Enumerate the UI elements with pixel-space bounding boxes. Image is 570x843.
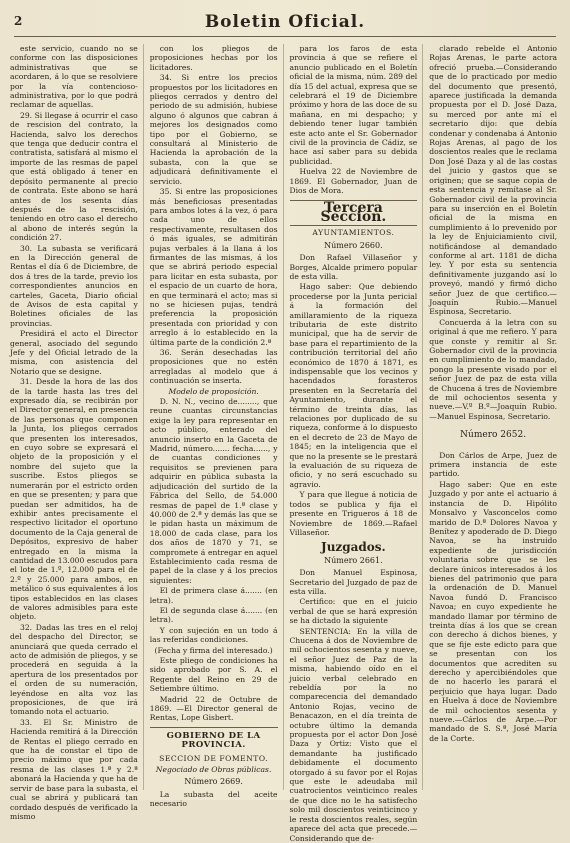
page-header: [14, 8, 556, 37]
paragraph: este servicio, cuando no se conforme con las disposiciones administrativas que se acordaren, á lo que se resolviere por la vía contencioso-administrativa, por lo que podrá reclamar de aquellas.: [10, 44, 138, 110]
paragraph: Presidirá el acto el Director general, asociado del segundo Jefe y del Oficial letrado de la misma, con asistencia del Notario que se designe.: [10, 329, 138, 376]
section-heading: GOBIERNO DE LA PROVINCIA.: [166, 730, 261, 751]
section-heading: Juzgados.: [321, 540, 386, 555]
page-number: 2: [14, 14, 23, 28]
paragraph: Hago saber: Que en este Juzgado y por ante el actuario á instancia de D. Hipólito Monsalvo y Vasconcelos como marido de D.ª Dolores Navoa y Benítez y apoderado de D. Diego Navoa, se ha instruido expediente de jurisdicción voluntaria sobre que se les declare únicos interesados á los bienes del patrimonio que para la ordenación de D. Manuel Navoa fundó D. Francisco Navoa; en cuyo expediente he mandado llamar por término de treinta días á los que se crean con derecho á dichos bienes, y que se fije este edicto para que se presentan con los documentos que acrediten su derecho y apercibiéndoles que de no hacerlo les parará el perjuicio que haya lugar. Dado en Huelva á doce de Noviembre de mil ochocientos sesenta y nueve.—Cárlos de Arpe.—Por mandado de S. S.ª, José María de la Corte.: [429, 479, 557, 743]
paragraph: Concuerda á la letra con su original á que me refiero. Y para que conste y remitir al Sr. Gobernador civil de la provincia en cumplimiento de lo mandado, pongo la presente visado por el señor Juez de paz de esta villa de Chucena á tres de Noviembre de mil ochocientos sesenta y nueve.—V.º B.º—Joaquín Rubio.—Manuel Espinosa, Secretario.: [429, 317, 557, 421]
subsection-heading: SECCION DE FOMENTO.: [159, 753, 269, 763]
column-3: [289, 44, 424, 843]
column-1: [10, 44, 144, 821]
text-columns: [10, 44, 562, 843]
notice-number: Número 2669.: [184, 777, 243, 787]
paragraph: La subasta del aceite necesario: [149, 789, 278, 809]
section-title: Tercera Seccion.: [290, 200, 418, 227]
paragraph: Hago saber: Que debiendo procederse por la Junta pericial á la formación del amillaramiento de la riqueza tributaria de este distrito municipal, que ha de servir de base para el repartimiento de la contribución territorial del año económico de 1870 á 1871, es indispensable que los vecinos y hacendados forasteros presenten en la Secretaría del Ayuntamiento, durante el término de treinta días, las relaciones por duplicado de su riqueza, conforme á lo dispuesto en el decreto de 23 de Mayo de 1845; en la inteligencia que el que no la presente se le prestará la evaluación de su riqueza de oficio, y no será escuchado su agravio.: [289, 282, 418, 489]
paragraph: Y para que llegue á noticia de todos se publica y fija el presente en Trigueros á 18 de Noviembre de 1869.—Rafael Villaseñor.: [289, 490, 418, 537]
paragraph: Y con sujeción en un todo á las referidas condiciones.: [149, 625, 278, 645]
signature-note: (Fecha y firma del interesado.): [154, 645, 273, 655]
date-signature: Madrid 22 de Octubre de 1869. —El Director general de Rentas, Lope Gisbert.: [149, 694, 278, 723]
paragraph: Este pliego de condiciones ha sido aprobado por S. A. el Regente del Reino en 29 de Setiembre último.: [149, 656, 278, 694]
paragraph: 29. Si llegase á ocurrir el caso de rescision del contrato, la Hacienda, salvo los derechos que tenga que deducir contra el contratista, satisfará al mismo el importe de las resmas de papel que está obligado á tener en depósito permanente al precio de contrata. Este abono se hará antes de los sesenta días después de la rescisión, teniendo en otro caso el derecho al abono de interés según la condición 27.: [10, 110, 138, 243]
paragraph: para los faros de esta provincia á que se refiere el anuncio publicado en el Boletín oficial de la misma, núm. 289 del día 15 del actual, expresa que se celebrará el 19 de Diciembre próximo y hora de las doce de su mañana, en mi despacho; y debiendo tener lugar también este acto ante el Sr. Gobernador civil de la provincia de Cádiz, se hace así saber para su debida publicidad.: [289, 44, 418, 166]
paragraph: El de segunda clase á....... (en letra).: [149, 605, 278, 625]
model-title: Modelo de proposición.: [168, 386, 259, 396]
paragraph: Certifico: que en el juicio verbal de que se hará expresión se ha dictado la siguiente: [289, 597, 418, 626]
department-label: Negociado de Obras públicas.: [155, 765, 272, 775]
paragraph: clarado rebelde el Antonio Rojas Arenas, le parte actora ofreció prueba.—Considerando que de lo practicado por medio del documento que presentó, aparece justificada la demanda propuesta por el D. José Daza, su merced por ante mí el secretario dijo: que debía condenar y condenaba á Antonio Rojas Arenas, al pago de los doscientos reales que le reclama Don José Daza y al de las costas del juicio y gastos que se originen; que se saque copia de esta sentencia y remítase al Sr. Gobernador civil de la provincia para su inserción en el Boletín oficial de la misma en cumplimiento á lo prevenido por la ley de Enjuiciamiento civil, notificándose al demandado conforme al art. 1181 de dicha ley. Y por esta su sentencia definitivamente juzgando así lo proveyó, mandó y firmó dicho señor Juez de que certifico.—Joaquín Rubio.—Manuel Espinosa, Secretario.: [429, 44, 557, 317]
paragraph: 34. Si entre los precios propuestos por los licitadores en pliegos cerrados y dentro del periodo de su admisión, hubiese alguno ó algunos que cabran á mejores los designados como tipo por el Gobierno, se consultará al Ministerio de Hacienda la aprobación de la subasta, con la que se adjudicará definitivamente el servicio.: [149, 73, 278, 186]
signature: Huelva 22 de Noviembre de 1869. El Gobernador, Juan de Dios de Mora.: [289, 167, 418, 196]
paragraph: 36. Serán desechadas las proposiciones que no estén arregladas al modelo que á continuación se inserta.: [149, 348, 278, 386]
publication-title: Boletin Oficial.: [204, 12, 366, 32]
notice-number: Número 2652.: [460, 430, 527, 441]
paragraph: Don Manuel Espinosa, Secretario del Juzgado de paz de esta villa.: [289, 568, 418, 596]
paragraph: El de primera clase á....... (en letra).: [149, 586, 278, 605]
paragraph: con los pliegos de proposiciones hechas por los licitadores.: [149, 44, 278, 72]
paragraph: 31. Desde la hora de las dos de la tarde hasta las tres del expresado día, se recibirán por el Director general, en presencia de las personas que componen la Junta, los pliegos cerrados que presenten los interesados, en cuyo sobre se expresará el objeto de la proposición y el nombre del sujeto que la suscribe. Estos pliegos se numerarán por el estricto orden en que se presenten; y para que puedan ser admitidos, ha de exhibir antes precisamente el respectivo licitador el oportuno documento de la Caja general de Depósitos, expresivo de haber entregado en la misma la cantidad de 13.000 escudos para el lote de 1.º, 12.000 para el de 2.º y 25.000 para ambos, en metálico ó sus equivalentes á los tipos establecidos en las clases de valores admisibles para este objeto.: [10, 377, 138, 622]
paragraph: SENTENCIA: En la villa de Chucena á dos de Noviembre de mil ochocientos sesenta y nueve, el señor Juez de Paz de la misma, habiendo oído en el juicio verbal celebrado en rebeldía por la no comparecencia del demandado Antonio Rojas, vecino de Benacazon, en el día treinta de octubre último la demanda propuesta por el actor Don José Daza y Ortiz: Visto que el demandante ha justificado debidamente el documento otorgado á su favor por el Rojas que este le adeudaba mil cuatrocientos veinticinco reales de que dice no le ha satisfecho solo mil doscientos veinticinco y le resta doscientos reales, según aparece del acta que precede.—Considerando que de-: [289, 626, 418, 843]
paragraph: 32. Dadas las tres en el reloj del despacho del Director, se anunciará que queda cerrado el acto de admisión de pliegos, y se procederá en seguida á la apertura de los presentados por el orden de su numeración, leyéndose en alta voz las proposiciones, de que irá tomando nota el actuario.: [10, 622, 138, 717]
paragraph: D. N. N., vecino de........, que reune cuantas circunstancias exige la ley para representar en acto público, enterado del anuncio inserto en la Gaceta de Madrid, número....... fecha......, y de cuantas condiciones y requisitos se previenen para adquirir en pública subasta la adjudicación del surtido de la Fábrica del Sello, de 54.000 resmas de papel de 1.ª clase y 40.000 de 2.ª y demás las que se le pidan hasta un máximum de 18.000 de cada clase, para los dos años de 1870 y 71, se compromete á entregar en aquel Establecimiento cada resma de papel de la clase y á los precios siguientes:: [149, 397, 278, 585]
divider: [150, 727, 278, 728]
paragraph: 35. Si entre las proposiciones más beneficiosas presentadas para ambos lotes á la vez, ó para cada uno de ellos respectivamente, resultasen dos ó más iguales, se admitirán pujas verbales á la llana á los firmantes de las mismas, á los que se abrirá periodo especial para licitar en esta subasta, por el espacio de un cuarto de hora, en que terminará el acto; mas si no se hiciesen pujas, tendrá preferencia la proposición presentada con prioridad y con arreglo á lo establecido en la última parte de la condición 2.ª: [149, 187, 278, 347]
notice-number: Número 2661.: [324, 555, 383, 565]
subsection-heading: AYUNTAMIENTOS.: [312, 228, 395, 238]
paragraph: 33. El Sr. Ministro de Hacienda remitirá á la Dirección de Rentas el pliego cerrado en que ha de constar el tipo de precio máximo que por cada resma de las clases 1.ª y 2.ª abonará la Hacienda y que ha de servir de base para la subasta, el cual se abrirá y publicará tan cordado después de verificado la mismo: [10, 717, 138, 821]
column-2: [149, 44, 284, 809]
column-4: [429, 44, 562, 790]
paragraph: Don Rafael Villaseñor y Borges, Alcalde primero popular de esta villa.: [289, 253, 418, 281]
paragraph: Don Cárlos de Arpe, Juez de primera instancia de este partido.: [429, 450, 557, 479]
paragraph: 30. La subasta se verificará en la Dirección general de Rentas el día 6 de Diciembre, de dos á tres de la tarde, previo los correspondientes anuncios en carteles, Gaceta, Diario oficial de Avisos de esta capital y Boletines oficiales de las provincias.: [10, 243, 138, 328]
notice-number: Número 2660.: [324, 240, 383, 250]
